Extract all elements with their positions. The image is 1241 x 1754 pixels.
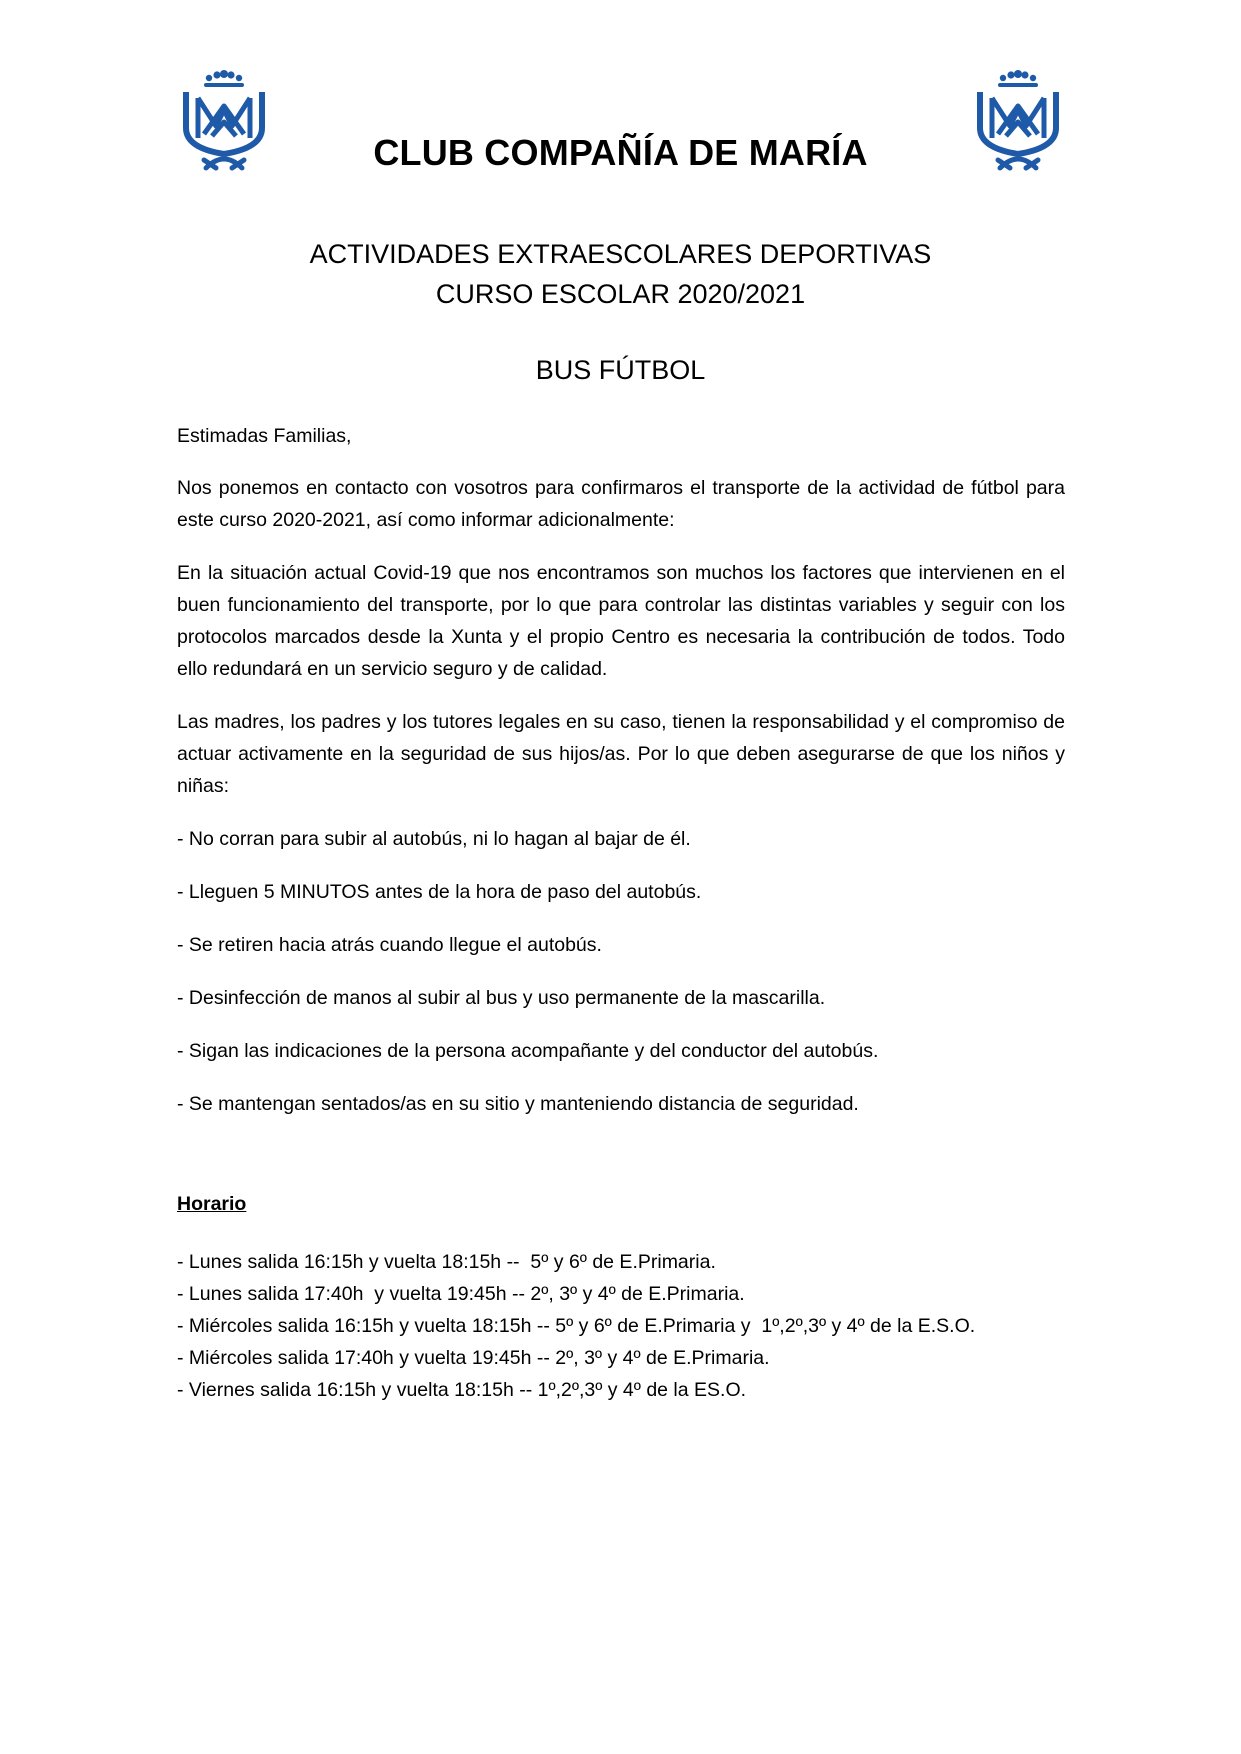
list-item: - Miércoles salida 16:15h y vuelta 18:15h -- 5º y 6º de E.Primaria y 1º,2º,3º y 4º de la E.S.O. — [177, 1315, 976, 1337]
list-item: - Lunes salida 17:40h y vuelta 19:45h -- 2º, 3º y 4º de E.Primaria. — [177, 1283, 745, 1305]
list-item: - Viernes salida 16:15h y vuelta 18:15h -- 1º,2º,3º y 4º de la ES.O. — [177, 1379, 747, 1401]
schedule-heading: Horario — [177, 1193, 247, 1215]
list-item: - Sigan las indicaciones de la persona acompañante y del conductor del autobús. — [177, 1040, 879, 1062]
list-item: - Miércoles salida 17:40h y vuelta 19:45h -- 2º, 3º y 4º de E.Primaria. — [177, 1347, 770, 1369]
list-item: - Se mantengan sentados/as en su sitio y manteniendo distancia de seguridad. — [177, 1093, 859, 1115]
salutation: Estimadas Familias, — [177, 425, 352, 447]
club-title: CLUB COMPAÑÍA DE MARÍA — [373, 132, 868, 173]
list-item: - Se retiren hacia atrás cuando llegue el autobús. — [177, 934, 602, 956]
list-item: - Lunes salida 16:15h y vuelta 18:15h -- 5º y 6º de E.Primaria. — [177, 1251, 716, 1273]
list-item: - Lleguen 5 MINUTOS antes de la hora de paso del autobús. — [177, 881, 702, 903]
paragraph-intro: Nos ponemos en contacto con vosotros para confirmaros el transporte de la actividad de fútbol para este curso 2020-2021, así como informar adicionalmente: — [177, 477, 1065, 531]
document-subtitle — [0, 234, 1241, 314]
safety-rules-list — [177, 823, 1077, 1141]
subtitle-line-school-year: CURSO ESCOLAR 2020/2021 — [435, 279, 806, 309]
subtitle-line-activities: ACTIVIDADES EXTRAESCOLARES DEPORTIVAS — [309, 239, 932, 269]
schedule-list — [177, 1246, 1077, 1406]
section-title: BUS FÚTBOL — [535, 355, 706, 385]
list-item: - No corran para subir al autobús, ni lo hagan al bajar de él. — [177, 828, 691, 850]
list-item: - Desinfección de manos al subir al bus y uso permanente de la mascarilla. — [177, 987, 826, 1009]
paragraph-responsibility: Las madres, los padres y los tutores legales en su caso, tienen la responsabilidad y el compromiso de actuar activamente en la seguridad de sus hijos/as. Por lo que deben asegurarse de que los niños y niñas: — [177, 711, 1065, 797]
paragraph-covid: En la situación actual Covid-19 que nos encontramos son muchos los factores que intervienen en el buen funcionamiento del transporte, por lo que para controlar las distintas variables y seguir con los protocolos marcados desde la Xunta y el propio Centro es necesaria la contribución de todos. Todo ello redundará en un servicio seguro y de calidad. — [177, 562, 1065, 680]
